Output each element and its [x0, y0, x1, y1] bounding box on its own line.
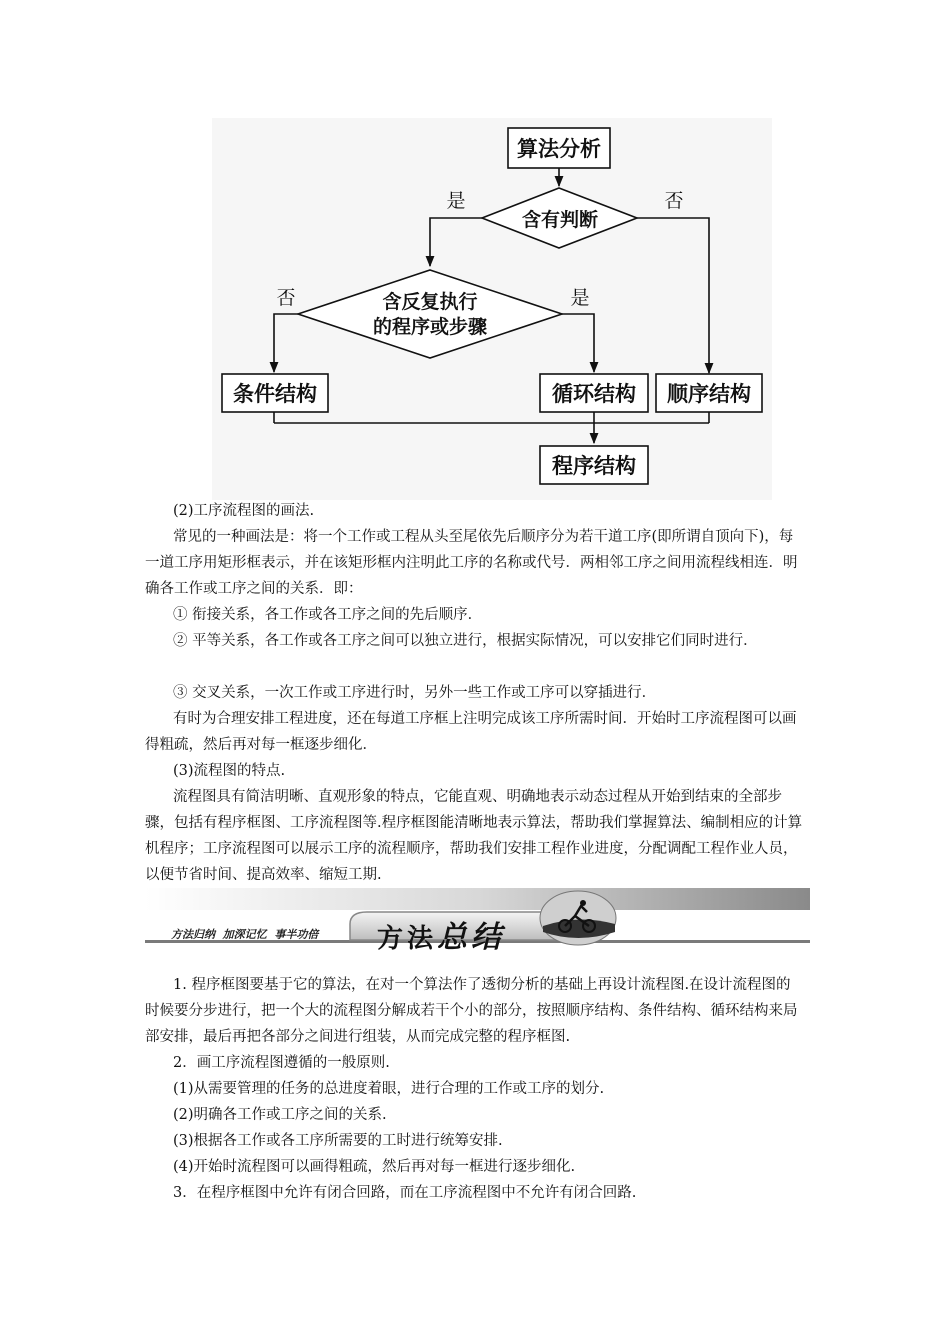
banner-motto: 方法归纳 加深记忆 事半功倍	[171, 928, 319, 941]
section2-paragraph1: 常见的一种画法是：将一个工作或工程从头至尾依先后顺序分为若干道工序(即所谓自顶向下)，每一道工序用矩形框表示，并在该矩形框内注明此工序的名称或代号．两相邻工序之间用流程线相连．明确各工作或工序之间的关系．即：	[145, 529, 798, 597]
loop-structure-label: 循环结构	[552, 382, 636, 406]
banner-title	[377, 912, 505, 956]
banner-title-method: 方法	[377, 924, 438, 954]
decision1-yes-label: 是	[446, 190, 466, 212]
decision1-label: 含有判断	[521, 209, 599, 231]
flow-arrow	[637, 218, 709, 373]
decision2-no-label: 否	[276, 287, 296, 309]
sequence-structure-label: 顺序结构	[667, 382, 751, 406]
decision2-label-line1: 含反复执行	[382, 291, 478, 313]
flow-arrow	[274, 314, 298, 372]
section2-paragraph2: 有时为合理安排工程进度，还在每道工序框上注明完成该工序所需时间．开始时工序流程图可以画得粗疏，然后再对每一框逐步细化．	[145, 711, 797, 753]
section3-heading: (3)流程图的特点.	[173, 763, 286, 779]
section3-paragraph: 流程图具有简洁明晰、直观形象的特点，它能直观、明确地表示动态过程从开始到结束的全部步骤，包括有程序框图、工序流程图等.程序框图能清晰地表示算法，帮助我们掌握算法、编制相应的计算机程序；工序流程图可以展示工序的流程顺序，帮助我们安排工程作业进度，分配调配工程作业人员，以便节省时间、提高效率、缩短工期.	[145, 789, 803, 883]
principle-2: (2)明确各工作或工序之间的关系.	[173, 1107, 387, 1123]
decision1-no-label: 否	[664, 190, 684, 212]
end-label: 程序结构	[552, 454, 636, 478]
condition-structure-label: 条件结构	[233, 382, 317, 406]
cyclist-icon	[540, 891, 616, 945]
decision2-yes-label: 是	[570, 287, 590, 309]
decision2-label-line2: 的程序或步骤	[372, 316, 488, 338]
principle-4: (4)开始时流程图可以画得粗疏，然后再对每一框进行逐步细化.	[173, 1159, 576, 1175]
relation-1: ① 衔接关系，各工作或各工序之间的先后顺序．	[173, 607, 483, 623]
flow-arrow	[430, 218, 482, 266]
relation-2: ② 平等关系，各工作或各工序之间可以独立进行，根据实际情况，可以安排它们同时进行．	[173, 633, 758, 649]
summary-point-3: 3．在程序框图中允许有闭合回路，而在工序流程图中不允许有闭合回路.	[173, 1185, 637, 1201]
flowchart	[212, 118, 772, 500]
summary-point-1: 1. 程序框图要基于它的算法，在对一个算法作了透彻分析的基础上再设计流程图.在设计流程图的时候要分步进行，把一个大的流程图分解成若干个小的部分，按照顺序结构、条件结构、循环结构来局部安排，最后再把各部分之间进行组装，从而完成完整的程序框图.	[145, 977, 798, 1045]
flow-arrow	[562, 314, 594, 372]
start-label: 算法分析	[517, 137, 601, 161]
section2-heading: (2)工序流程图的画法.	[173, 503, 315, 519]
principle-3: (3)根据各工作或各工序所需要的工时进行统筹安排.	[173, 1133, 503, 1149]
relation-3: ③ 交叉关系，一次工作或工序进行时，另外一些工作或工序可以穿插进行．	[173, 685, 657, 701]
method-summary-banner	[145, 882, 810, 955]
principle-1: (1)从需要管理的任务的总进度着眼，进行合理的工作或工序的划分.	[173, 1081, 605, 1097]
banner-title-summary: 总结	[437, 920, 506, 955]
summary-point-2: 2．画工序流程图遵循的一般原则.	[173, 1055, 390, 1071]
decision-has-loop	[298, 270, 562, 358]
